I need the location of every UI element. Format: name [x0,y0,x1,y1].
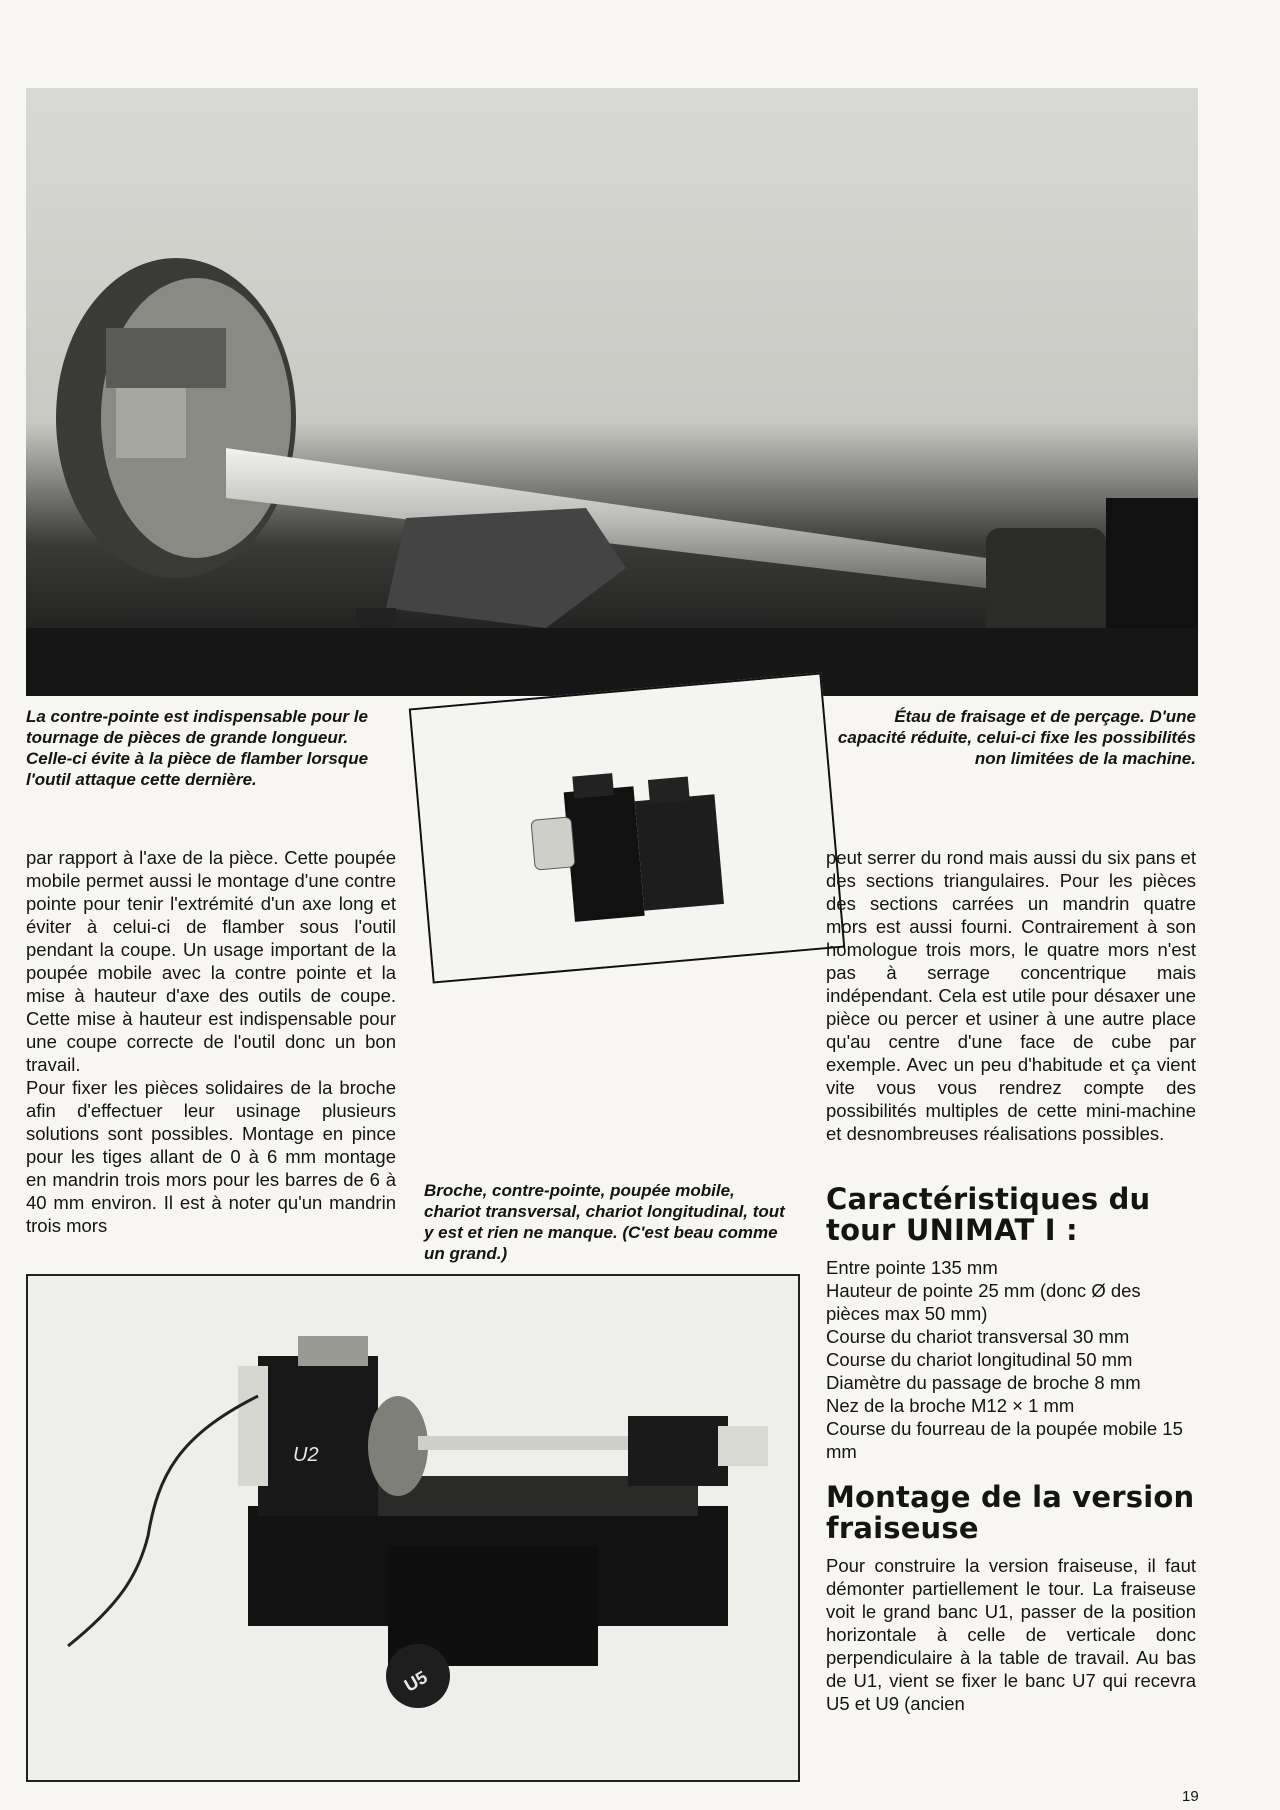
left-paragraph-1: par rapport à l'axe de la pièce. Cette poupée mobile permet aussi le montage d'une contre pointe pour tenir l'extrémité d'un axe long et éviter à celui-ci de flamber sous l'outil pendant la coupe. Un usage important de la poupée mobile avec la contre pointe et la mise à hauteur d'axe des outils de coupe. Cette mise à hauteur est indispensable pour une coupe correcte de l'outil donc un bon travail. [26,847,396,1075]
caption-vise: Étau de fraisage et de perçage. D'une capacité réduite, celui-ci fixe les possibilités non limitées de la machine. [837,707,1196,768]
page-number: 19 [1182,1788,1199,1805]
right-paragraph-2: Pour construire la version fraiseuse, il faut démonter partiellement le tour. La fraiseuse voit le grand banc U1, passer de la position horizontale à celle de verticale donc perpendiculaire à la table de travail. Au bas de U1, vient se fixer le banc U7 qui recevra U5 et U9 (ancien [826,1555,1196,1714]
right-paragraph-1: peut serrer du rond mais aussi du six pans et des sections triangulaires. Pour les pièces des sections carrées un mandrin quatre mors est aussi fourni. Contrairement à son homologue trois mors, le quatre mors n'est pas à serrage concentrique mais indépendant. Cela est utile pour désaxer une pièce ou percer et usiner à une autre place qu'au centre d'une face de cube par exemple. Avec un peu d'habitude et ça vient vite vous vous rendrez compte des possibilités multiples de cette mini-machine et desnombreuses réalisations possibles. [826,847,1196,1144]
spec-item: Course du chariot transversal 30 mm [826,1326,1130,1347]
spec-item: Course du chariot longitudinal 50 mm [826,1349,1133,1370]
left-paragraph-2: Pour fixer les pièces solidaires de la broche afin d'effectuer leur usinage plusieurs solutions sont possibles. Montage en pince pour les tiges allant de 0 à 6 mm montage en mandrin trois mors pour les barres de 6 à 40 mm environ. Il est à noter qu'un mandrin trois mors [26,1077,396,1236]
spec-list [826,1256,1198,1463]
left-column [26,846,396,1237]
spec-item: Hauteur de pointe 25 mm (donc Ø des pièces max 50 mm) [826,1280,1141,1324]
lathe-tailstock-photo [26,88,1198,696]
milling-vise-photo [409,672,845,983]
caption-lathe: Broche, contre-pointe, poupée mobile, chariot transversal, chariot longitudinal, tout y est et rien ne manque. (C'est beau comme un grand.) [424,1181,785,1263]
part-label-u5: U5 [400,1666,431,1696]
unimat-lathe-photo [26,1274,800,1782]
right-column-text [826,846,1196,1145]
spec-item: Course du fourreau de la poupée mobile 15 mm [826,1418,1183,1462]
heading-montage: Montage de la version fraiseuse [826,1480,1195,1545]
right-column-text-2 [826,1554,1196,1715]
part-label-u2: U2 [293,1444,319,1466]
caption-tailstock: La contre-pointe est indispensable pour le tournage de pièces de grande longueur. Celle-ci évite à la pièce de flamber lorsque l'outil attaque cette dernière. [26,707,369,789]
spec-item: Nez de la broche M12 × 1 mm [826,1395,1075,1416]
spec-item: Diamètre du passage de broche 8 mm [826,1372,1141,1393]
heading-caracteristiques: Caractéristiques du tour UNIMAT I : [826,1182,1151,1247]
spec-item: Entre pointe 135 mm [826,1257,998,1278]
